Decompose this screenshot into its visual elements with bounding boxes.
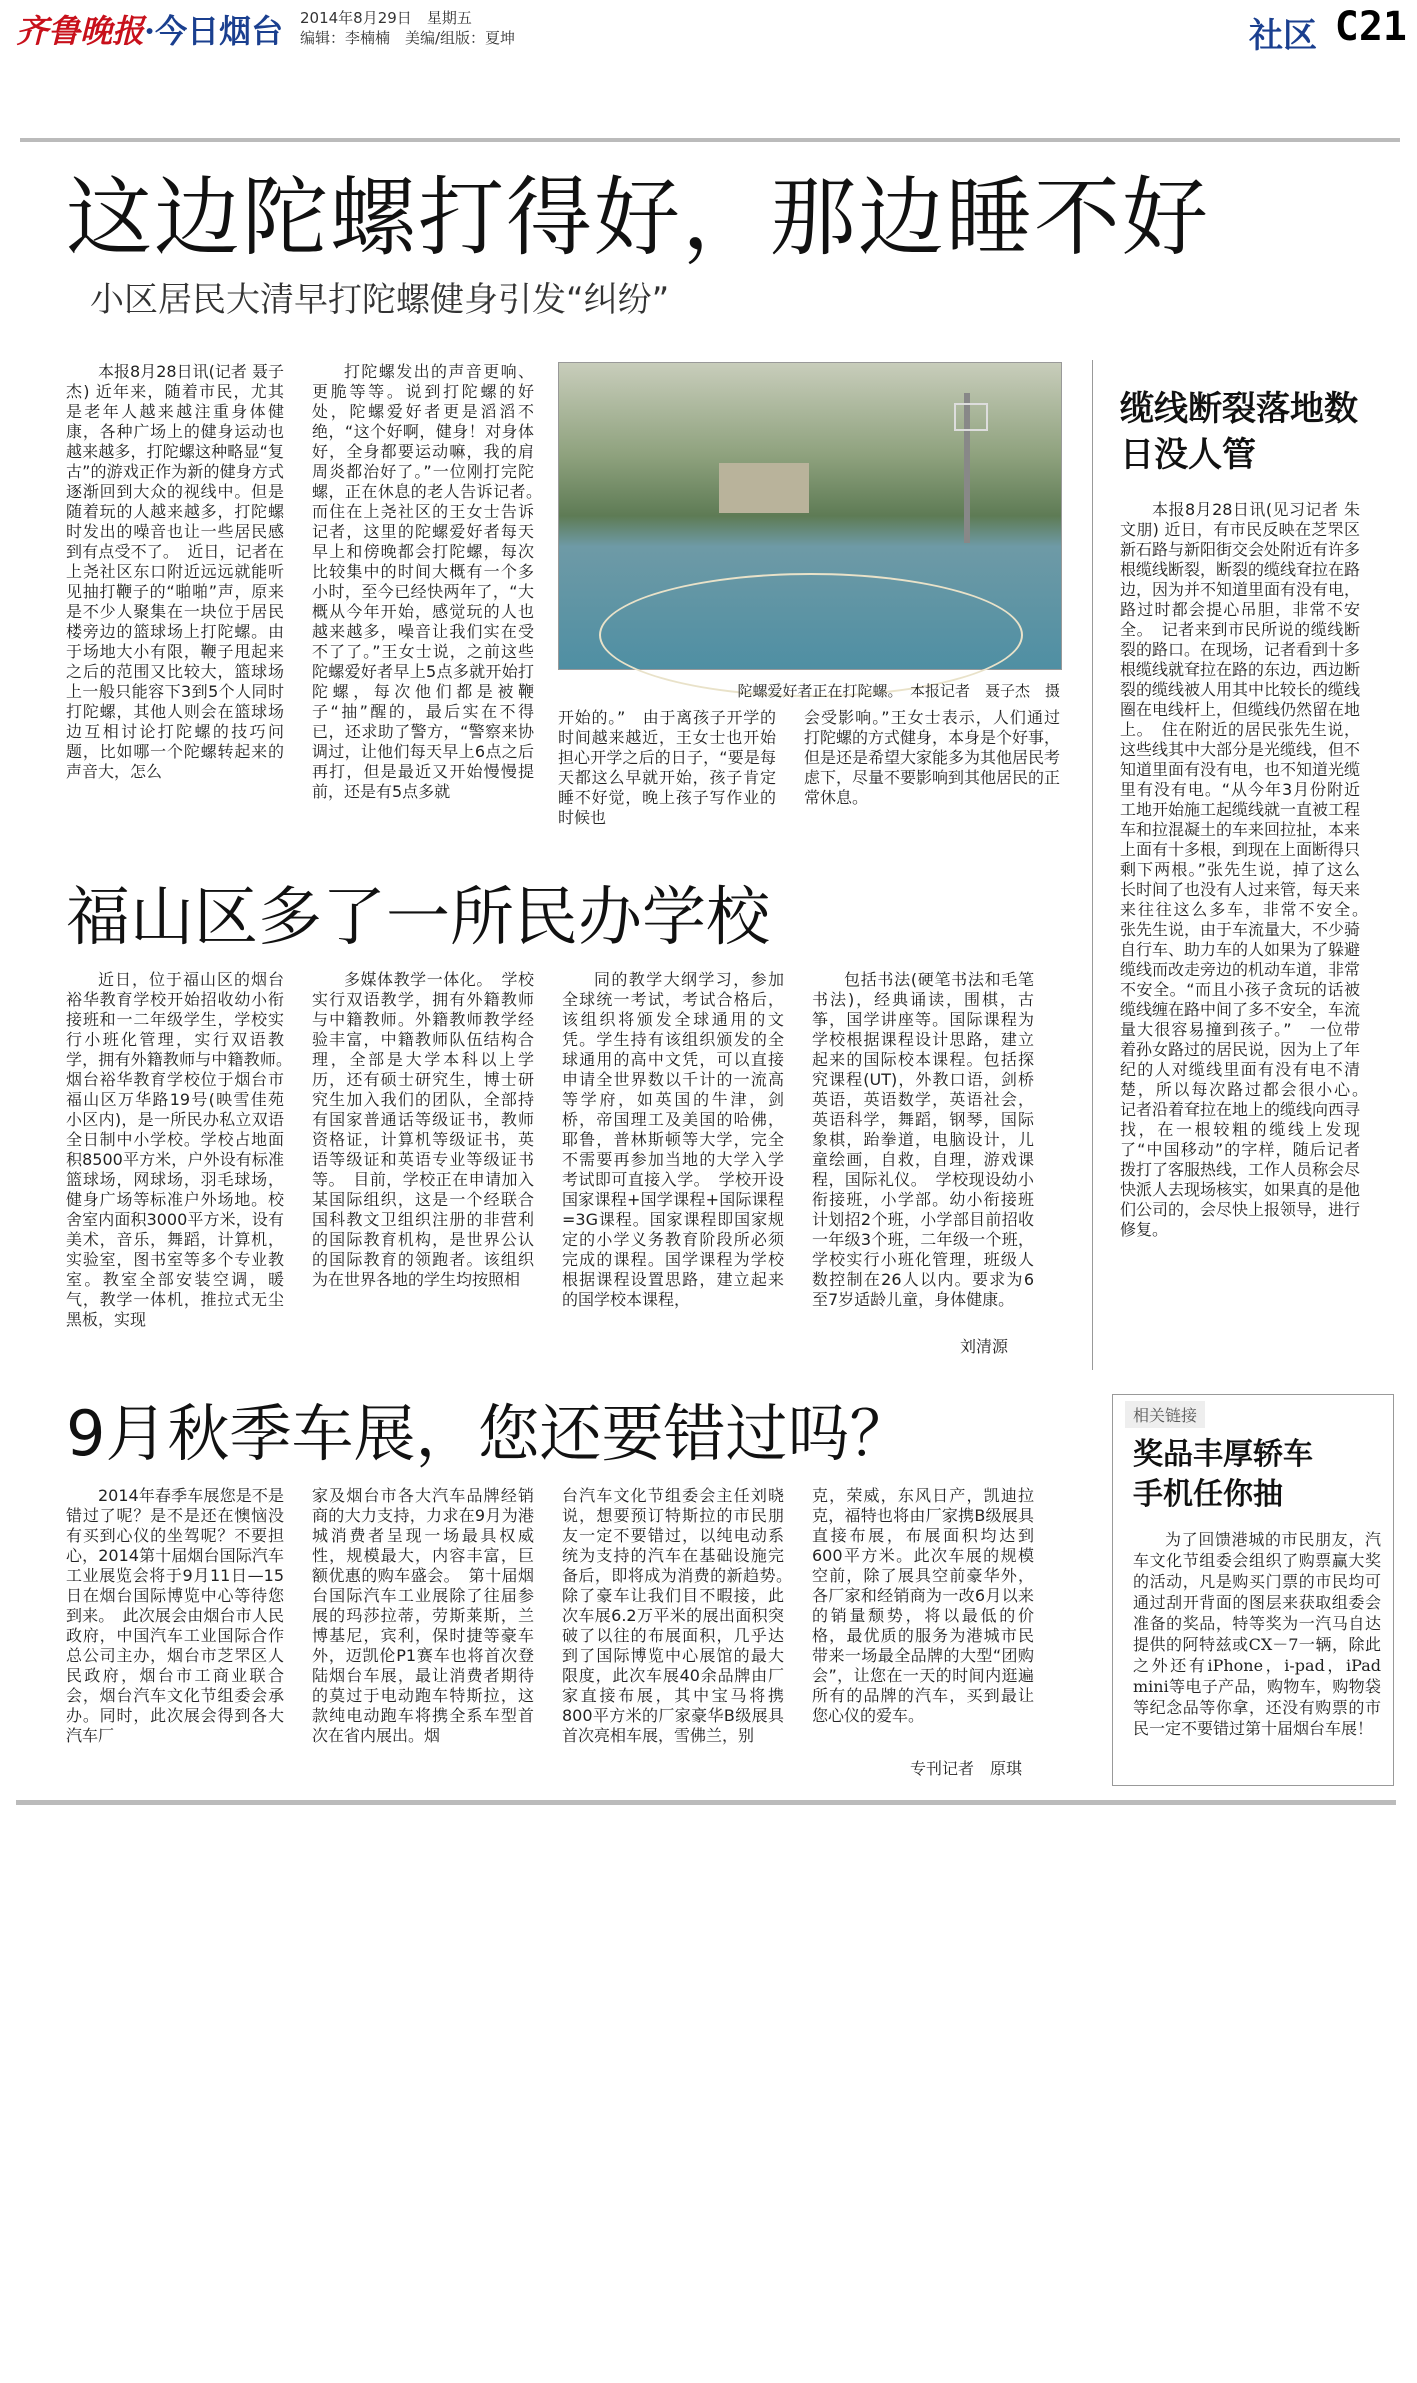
issue-editors: 编辑：李楠楠 美编/组版：夏坤	[300, 29, 516, 47]
story2-column-3: 同的教学大纲学习，参加全球统一考试，考试合格后，该组织将颁发全球通用的文凭。学生持有该组织颁发的全球通用的高中文凭，可以直接申请全世界数以千计的一流高等学府，如英国的牛津，剑桥，帝国理工及美国的哈佛，耶鲁，普林斯顿等大学，完全不需要再参加当地的大学入学考试即可直接入学。 学校开设国家课程+国学课程+国际课程=3G课程。国家课程即国家规定的小学义务教育阶段所必须完成的课程。国学课程为学校根据课程设置思路，建立起来的国学校本课程，	[562, 970, 784, 1309]
top-divider	[20, 138, 1400, 142]
issue-date: 2014年8月29日	[300, 9, 412, 27]
side1-headline: 缆线断裂落地数日没人管	[1120, 389, 1358, 475]
story1-headline: 这边陀螺打得好，那边睡不好	[66, 168, 1210, 268]
story2-column-1: 近日，位于福山区的烟台裕华教育学校开始招收幼小衔接班和一二年级学生，学校实行小班化管理，实行双语教学，拥有外籍教师与中籍教师。 烟台裕华教育学校位于烟台市福山区万华路19号(映雪佳苑小区内)，是一所民办私立双语全日制中小学校。学校占地面积8500平方米，户外设有标准篮球场，网球场，羽毛球场，健身广场等标准户外场地。校舍室内面积3000平方米，设有美术，音乐，舞蹈，计算机，实验室，图书室等多个专业教室。教室全部安装空调，暖气，教学一体机，推拉式无尘黑板，实现	[66, 970, 301, 1329]
side2-body: 为了回馈港城的市民朋友，汽车文化节组委会组织了购票赢大奖的活动，凡是购买门票的市民均可通过刮开背面的图层来获取组委会准备的奖品，特等奖为一汽马自达提供的阿特兹或CX－7一辆，除此之外还有iPhone，i-pad，iPad mini等电子产品，购物车，购物袋等纪念品等你拿，还没有购票的市民一定不要错过第十届烟台车展！	[1133, 1530, 1381, 1738]
story1-column-3: 开始的。” 由于离孩子开学的时间越来越近，王女士也开始担心开学之后的日子，“要是每天都这么早就开始，孩子肯定睡不好觉，晚上孩子写作业的时候也	[558, 708, 776, 827]
story1-photo	[558, 362, 1062, 670]
related-link-title: 相关链接	[1125, 1401, 1205, 1428]
story1-column-4: 会受影响。”王女士表示，人们通过打陀螺的方式健身，本身是个好事，但是还是希望大家能多为其他居民考虑下，尽量不要影响到其他居民的正常休息。	[804, 708, 1061, 807]
story3-headline: 9月秋季车展，您还要错过吗？	[66, 1397, 912, 1470]
side2-headline: 奖品丰厚轿车手机任你抽	[1133, 1437, 1313, 1512]
related-link-box	[1112, 1394, 1394, 1786]
story3-column-4: 克，荣威，东风日产，凯迪拉克，福特也将由厂家携B级展具直接布展，布展面积均达到600平方米。此次车展的规模空前，除了展具空前豪华外，各厂家和经销商为一改6月以来的销量颓势，将以最低的价格，最优质的服务为港城市民带来一场最全品牌的大型“团购会”，让您在一天的时间内逛遍所有的品牌的汽车，买到最让您心仪的爱车。	[812, 1486, 1034, 1725]
story3-byline: 专刊记者 原琪	[910, 1759, 1023, 1778]
story2-byline: 刘清源	[960, 1337, 1009, 1356]
side1-body: 本报8月28日讯(见习记者 朱文朋) 近日，有市民反映在芝罘区新石路与新阳街交会处附近有许多根缆线断裂，断裂的缆线耷拉在路边，因为并不知道里面有没有电，路过时都会提心吊胆，非常不安全。 记者来到市民所说的缆线断裂的路口。在现场，记者看到十多根缆线就耷拉在路的东边，西边断裂的缆线被人用其中比较长的缆线圈在电线杆上，但缆线仍然留在地上。 住在附近的居民张先生说，这些线其中大部分是光缆线，但不知道里面有没有电，也不知道光缆里有没有电。“从今年3月份附近工地开始施工起缆线就一直被工程车和拉混凝土的车来回拉扯，本来上面有十多根，到现在上面断得只剩下两根。”张先生说，掉了这么长时间了也没有人过来管，每天来来往往这么多车，非常不安全。 张先生说，由于车流量大，不少骑自行车、助力车的人如果为了躲避缆线而改走旁边的机动车道，非常不安全。“而且小孩子贪玩的话被缆线缠在路中间了多不安全，车流量大很容易撞到孩子。” 一位带着孙女路过的居民说，因为上了年纪的人对缆线里面有没有电不清楚，所以每次路过都会很小心。 记者沿着耷拉在地上的缆线向西寻找，在一根较粗的缆线上发现了“中国移动”的字样，随后记者拨打了客服热线，工作人员称会尽快派人去现场核实，如果真的是他们公司的，会尽快上报领导，进行修复。	[1120, 500, 1377, 1239]
story3-column-2: 家及烟台市各大汽车品牌经销商的大力支持，力求在9月为港城消费者呈现一场最具权威性，规模最大，内容丰富，巨额优惠的购车盛会。 第十届烟台国际汽车工业展除了往届参展的玛莎拉蒂，劳斯莱斯，兰博基尼，宾利，保时捷等豪车外，迈凯伦P1赛车也将首次登陆烟台车展，最让消费者期待的莫过于电动跑车特斯拉，这款纯电动跑车将携全系车型首次在省内展出。烟	[312, 1486, 534, 1745]
story3-column-3: 台汽车文化节组委会主任刘晓说，想要预订特斯拉的市民朋友一定不要错过，以纯电动系统为支持的汽车在基础设施完备后，即将成为消费的新趋势。 除了豪车让我们目不暇接，此次车展6.2万平米的展出面积突破了以往的布展面积，几乎达到了国际博览中心展馆的最大限度，此次车展40余品牌由厂家直接布展，其中宝马将携800平方米的厂家豪华B级展具首次亮相车展，雪佛兰，别	[562, 1486, 801, 1745]
issue-meta	[300, 8, 515, 48]
story2-column-4: 包括书法(硬笔书法和毛笔书法)，经典诵读，围棋，古筝，国学讲座等。国际课程为学校根据课程设计思路，建立起来的国际校本课程。包括探究课程(UT)，外教口语，剑桥英语，英语数学，英语社会，英语科学，舞蹈，钢琴，国际象棋，跆拳道，电脑设计，儿童绘画，自救，自理，游戏课程，国际礼仪。 学校现设幼小衔接班，小学部。幼小衔接班计划招2个班，小学部目前招收一年级3个班，二年级一个班，学校实行小班化管理，班级人数控制在26人以内。要求为6至7岁适龄儿童，身体健康。	[812, 970, 1034, 1309]
story2-headline: 福山区多了一所民办学校	[66, 881, 770, 955]
story1-column-1: 本报8月28日讯(记者 聂子杰) 近年来，随着市民，尤其是老年人越来越注重身体健康，各种广场上的健身运动也越来越多，打陀螺这种略显“复古”的游戏正作为新的健身方式逐渐回到大众的视线中。但是随着玩的人越来越多，打陀螺时发出的噪音也让一些居民感到有点受不了。 近日，记者在上尧社区东口附近远远就能听见抽打鞭子的“啪啪”声，原来是不少人聚集在一块位于居民楼旁边的篮球场上打陀螺。由于场地大小有限，鞭子甩起来之后的范围又比较大，篮球场上一般只能容下3到5个人同时打陀螺，其他人则会在篮球场边互相讨论打陀螺的技巧问题，比如哪一个陀螺转起来的声音大，怎么	[66, 362, 284, 781]
section-tag: 社区	[1249, 16, 1317, 56]
story2-column-2: 多媒体教学一体化。 学校实行双语教学，拥有外籍教师与中籍教师。外籍教师教学经验丰富，中籍教师队伍结构合理，全部是大学本科以上学历，还有硕士研究生，博士研究生加入我们的团队，全部持有国家普通话等级证书，教师资格证，计算机等级证书，英语等级证和英语专业等级证书等。 目前，学校正在申请加入某国际组织，这是一个经联合国科教文卫组织注册的非营利的国际教育机构，是世界公认的国际教育的领跑者。该组织为在世界各地的学生均按照相	[312, 970, 534, 1289]
story1-column-2: 打陀螺发出的声音更响、更脆等等。说到打陀螺的好处，陀螺爱好者更是滔滔不绝，“这个好啊，健身！对身体好，全身都要运动嘛，我的肩周炎都治好了。”一位刚打完陀螺，正在休息的老人告诉记者。 而住在上尧社区的王女士告诉记者，这里的陀螺爱好者每天早上和傍晚都会打陀螺，每次比较集中的时间大概有一个多小时，至今已经快两年了，“大概从今年开始，感觉玩的人也越来越多，噪音让我们实在受不了了。”王女士说，之前这些陀螺爱好者早上5点多就开始打陀螺，每次他们都是被鞭子“抽”醒的，最后实在不得已，还求助了警方，“警察来协调过，让他们每天早上6点之后再打，但是最近又开始慢慢提前，还是有5点多就	[312, 362, 551, 801]
bottom-divider	[16, 1800, 1396, 1805]
column-divider	[1092, 360, 1093, 1370]
newspaper-logo: 齐鲁晚报·今日烟台	[16, 12, 284, 50]
story3-column-1: 2014年春季车展您是不是错过了呢？是不是还在懊恼没有买到心仪的坐驾呢？不要担心，2014第十届烟台国际汽车工业展览会将于9月11日—15日在烟台国际博览中心等待您到来。 此次展会由烟台市人民政府，中国汽车工业国际合作总公司主办，烟台市芝罘区人民政府，烟台市工商业联合会，烟台汽车文化节组委会承办。同时，此次展会得到各大汽车厂	[66, 1486, 284, 1745]
pavilion-building	[719, 463, 809, 513]
story1-photo-caption: 陀螺爱好者正在打陀螺。 本报记者 聂子杰 摄	[737, 682, 1060, 700]
page-number: C21	[1334, 4, 1407, 50]
story1-subhead: 小区居民大清早打陀螺健身引发“纠纷”	[90, 280, 670, 320]
issue-weekday: 星期五	[426, 9, 472, 27]
